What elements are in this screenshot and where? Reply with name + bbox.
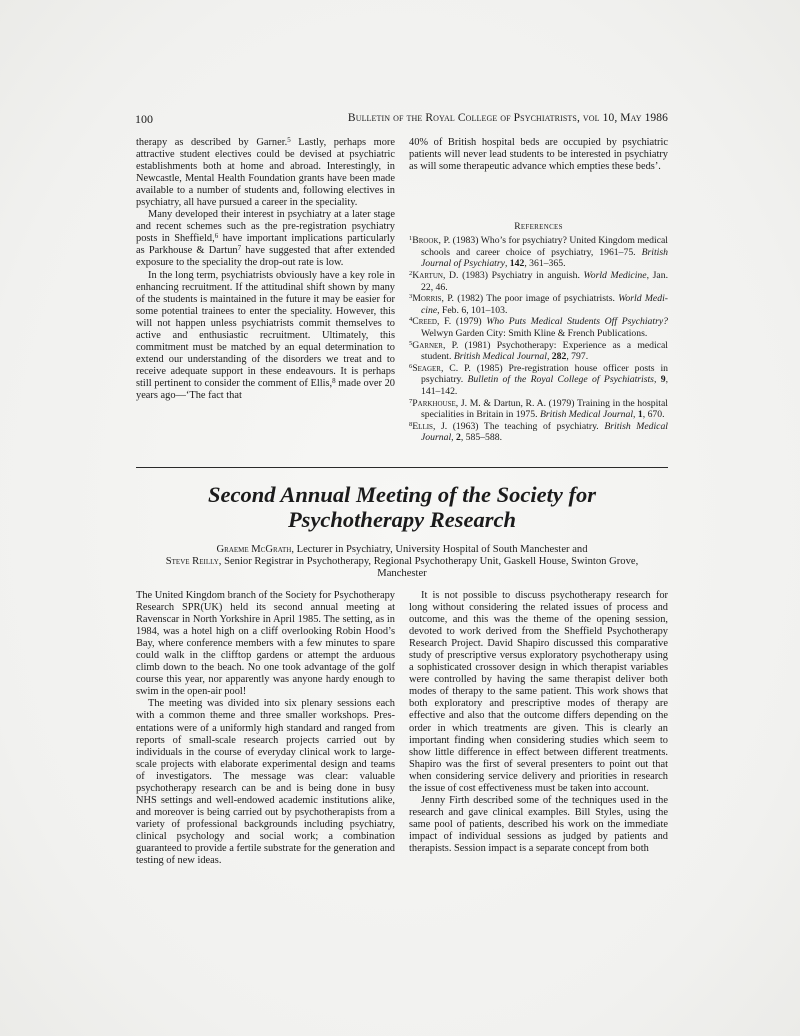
prev-article-column-right	[409, 137, 668, 444]
reference-item: $^2$Kartun, D. (1983) Psychiatry in anguish. World Medicine, Jan. 22, 46.	[409, 269, 668, 293]
prev-article-column-left	[136, 137, 395, 402]
reference-item: $^1$Brook, P. (1983) Who’s for psychiatry? United Kingdom medical schools and career choice of psychiatry, 1961–75. British Journal of Psychiatry, 142, 361–365.	[409, 235, 668, 270]
section-divider	[136, 467, 668, 468]
running-head	[135, 112, 668, 128]
reference-item: $^8$Ellis, J. (1963) The teaching of psychiatry. British Medical Journal, 2, 585–588.	[409, 420, 668, 444]
reference-item: $^7$Parkhouse, J. M. & Dartun, R. A. (1979) Training in the hospital specialities in Britain in 1975. British Medical Journal, 1, 670.	[409, 397, 668, 421]
article-column-left	[136, 590, 395, 867]
reference-item: $^6$Seager, C. P. (1985) Pre-registration house officer posts in psychiatry. Bulletin of the Royal College of Psychiatrists, 9, 141–142.	[409, 362, 668, 397]
paragraph: therapy as described by Garner.$^5$ Lastly, perhaps more attractive student electives could be devised at psychiatric establishments both at home and abroad. Interestingly, in Newcastle, Mental Health Foundation grants have been made available to a number of students and, following electives in psychiatry, all have pursued a career in the speciality.	[136, 136, 395, 209]
reference-item: $^5$Garner, P. (1981) Psychotherapy: Experience as a medical student. British Medical Journal, 282, 797.	[409, 339, 668, 363]
paragraph: It is not possible to discuss psychotherapy research for long without considering the related issues of process and outcome, and this was the theme of the opening session, devoted to work derived from the Sheffield Psychotherapy Research Project. David Shapiro discussed this comparative study of prescriptive versus exploratory psychotherapy using a sophisticated crossover design in which therapist variables were controlled by having the same therapist deliver both modes of therapy to the same patient. This work shows that both exploratory and prescriptive modes of therapy are effective and also that the outcome differs depending on the order in which treatments are given. This is clearly an important finding when considering studies which seem to show little difference in effect between different treatments. Shapiro was the first of several presenters to point out that when considering service delivery and priorities in research the issue of cost effectiveness must be taken into account.	[409, 590, 668, 794]
author-city: Manchester	[377, 568, 427, 579]
author-byline	[120, 544, 684, 580]
references-heading: References	[514, 222, 563, 233]
author-affiliation: , Senior Registrar in Psychotherapy, Regional Psychotherapy Unit, Gaskell House, Swinton Grove,	[218, 556, 639, 567]
paragraph: The United Kingdom branch of the Society for Psychotherapy Research SPR(UK) held its second annual meeting at Ravenscar in North Yorkshire in April 1985. The setting, as in 1984, was a hotel high on a cliff overlooking Robin Hood’s Bay, where conference members with a few minutes to spare could walk in the clifftop gardens or attempt the arduous climb down to the beach. No one took advantage of the golf course this year, nor apparently was anyone hardy enough to swim in the open-air pool!	[136, 590, 395, 698]
journal-title: Bulletin of the Royal College of Psychiatrists, vol 10, May 1986	[347, 112, 668, 124]
paragraph: The meeting was divided into six plenary sessions each with a common theme and three smaller workshops. Presentations were of a uniformly high standard and ranged from reports of small-scale research projects carried out by individuals in the course of everyday clinical work to large-scale projects with elaborate experimental design and teams of investigators. The message was clear: valuable psychotherapy research can be and is being done in busy NHS settings and well-endowed academic institutions alike, and moreover is being carried out by psychotherapists from a variety of professional backgrounds including psychiatry, clinical psychology and social work; a combination guaranteed to provide a fertile substrate for the generation and testing of new ideas.	[136, 698, 395, 867]
reference-item: $^4$Creed, F. (1979) Who Puts Medical Students Off Psychiatry? Welwyn Garden City: Smith Kline & French Publications.	[409, 316, 668, 339]
page-number: 100	[135, 112, 153, 126]
paragraph: 40% of British hospital beds are occupied by psychiatric patients will never lead students to be interested in psychiatry as will some therapeutic advance which empties these beds’.	[409, 137, 668, 173]
article-title: Second Annual Meeting of the Society for Psychotherapy Research	[208, 482, 596, 532]
author-affiliation: , Lecturer in Psychiatry, University Hospital of South Manchester and	[291, 544, 588, 555]
author-name: Graeme McGrath	[216, 544, 292, 555]
reference-list	[409, 235, 668, 444]
author-name: Steve Reilly	[165, 556, 219, 567]
article-column-right	[409, 590, 668, 855]
reference-item: $^3$Morris, P. (1982) The poor image of psychiatrists. World Medicine, Feb. 6, 101–103.	[409, 293, 668, 316]
paragraph: In the long term, psychiatrists obviously have a key role in enhancing recruitment. If the attitudinal shift shown by many of the students is maintained in the future it may be easier for some potential trainees to enter the speciality. However, this will not happen unless psychiatrists commit themselves to active and enthusiastic recruitment. Ultimately, this commitment must be matched by an equal determination to extend our understanding of the disorders we treat and to receive adequate support in these endeavours. It is perhaps still pertinent to consider the comment of Ellis,$^8$ made over 20 years ago—‘The fact that	[136, 269, 395, 401]
paragraph: Jenny Firth described some of the techniques used in the research and gave clinical examples. Bill Styles, using the same pool of patients, described his work on the immediate impact of individual sessions as judged by patients and therapists. Session impact is a separate concept from both	[409, 794, 668, 854]
paragraph: Many developed their interest in psychiatry at a later stage and recent schemes such as the pre-registration psychiatry posts in Sheffield,$^6$ have important implications particularly as Parkhouse & Dartun$^7$ have suggested that after extended exposure to the speciality the drop-out rate is low.	[136, 209, 395, 269]
